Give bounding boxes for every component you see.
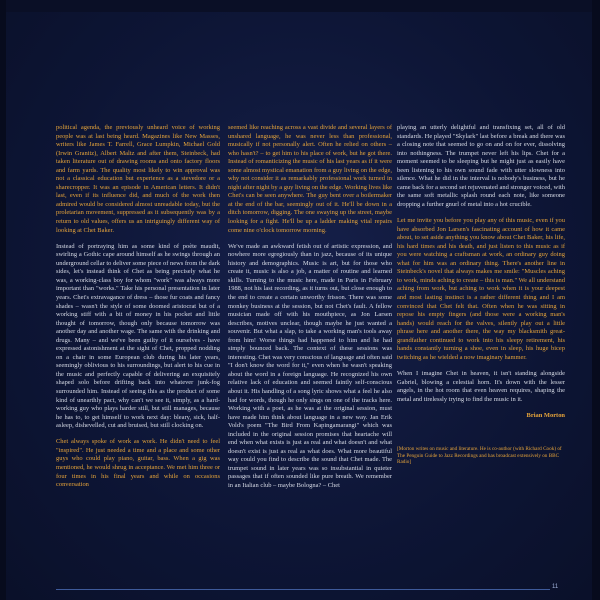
author-signature: Brian Morton <box>526 411 565 419</box>
column1-paragraph-2: Instead of portraying him as some kind of poète maudit, swirling a Gothic cape around himself as he swings through an underground cellar to deliver some piece of news from the dark sides, let's instead think of Chet as being precisely what he was, a working-class boy for whom "work" was always more important than "works." Take his personal presentation in later years. Chet's extravagance of dress – those fur coats and fancy shades – wasn't the style of some doomed aristocrat but of a working stiff with a bit of money in his pocket and little thought of tomorrow, though only because tomorrow was another day and another wage. The same with the drinking and drugs. Many – and we've been guilty of it ourselves - have expressed astonishment at the sight of Chet, propped nodding on a chair in some European club during his later years, seemingly oblivious to his surroundings, but alert to his cue in the music and perfectly capable of delivering an exquisitely shaped solo before drifting back into whatever junk-fog surrounded him. Instead of seeing this as the product of some kind of unearthly pact, why can't we see it, simply, as a hard-working guy who plays harder still, but still manages, because he has to, to get himself to work next day: bleary, sick, half-asleep, dishevelled, cut and bruised, but still clocking on. <box>56 242 220 430</box>
top-edge-shadow <box>0 0 600 12</box>
author-note: [Morton writes on music and literature. He is co-author (with Richard Cook) of The Penguin Guide to Jazz Recordings and has broadcast extensively on BBC Radio] <box>397 446 562 466</box>
column3-paragraph-1: playing an utterly delightful and transfixing set, all of old standards. He played "Skylark" last before a break and there was a closing note that seemed to go on and on for ever, dissolving into nothingness. The trumpet never left his lips. Chet for a moment seemed to be sleeping but he might just as easily have been listening to his own sound fade with utter slowness into silence. What he did in the interval is nobody's business, but he came back for a second set rejuvenated and stronger voiced, with the same soft metallic splash round each note, like someone dropping a further gnurl of metal into a hot crucible. <box>397 124 565 208</box>
text-column-1 <box>56 124 220 497</box>
column3-paragraph-2: Let me invite you before you play any of this music, even if you have absorbed Jon Larsen's fascinating account of how it came about, to set aside anything you know about Chet Baker, his life, his hard times and his death, and just listen to this music as if you were watching a craftsman at work, an ordinary guy doing what for him was an ordinary thing. There's another line in Steinbeck's novel that always makes me smile: "Muscles aching to work, minds aching to create – this is man." We all understand aching from work, but aching to work when it is your deepest and most lasting instinct is a rather different thing and I am convinced that Chet felt that. Often when he was sitting in repose his empty fingers (and those were a working man's hands) would reach for the valves, silently play out a little phrase here and another there, the way my blacksmith great-grandfather continued to work into his sleepy retirement, his hands constantly turning a shoe, even in sleep, his huge bicep twitching as he wielded a now imaginary hammer. <box>397 217 565 361</box>
footer-rule <box>56 589 550 590</box>
column2-paragraph-1: seemed like reaching across a vast divide and several layers of unshared language, he was never less than professional, musically if not personally alert. Often he relied on others – who hasn't? – to get him to his place of work, but he got there. Instead of romanticizing the music of his last years as if it were some almost mystical emanation from a guy living on the edge, why not consider it as remarkably professional work turned in night after night by a guy living on the edge. Working lives like Chet's can be seen anywhere. The guy bent over a boilermaker at the end of the bar, seemingly out of it. He'll be down in a ditch tomorrow, digging. The one swaying up the street, maybe looking for a fight. He'll be up a ladder making vital repairs come nine o'clock tomorrow morning. <box>228 124 392 234</box>
page-number: 11 <box>552 584 559 590</box>
left-edge-shadow <box>0 0 6 600</box>
column1-paragraph-3: Chet always spoke of work as work. He didn't need to feel "inspired". He just needed a time and a place and some other guys who could play piano, guitar, bass. When a gig was mentioned, he would shrug in acceptance. We met him three or four times in his final years and while on occasions conversation <box>56 438 220 489</box>
column3-paragraph-3: When I imagine Chet in heaven, it isn't standing alongside Gabriel, blowing a celestial horn. It's down with the lesser angels, in the hot room that even heaven requires, shaping the metal and tirelessly trying to find the music in it. <box>397 369 565 403</box>
right-edge-shadow <box>592 0 600 600</box>
text-column-3 <box>397 124 565 474</box>
text-column-2 <box>228 124 392 498</box>
column2-paragraph-2: We've made an awkward fetish out of artistic expression, and nowhere more egregiously than in jazz, because of its unique history and demographics. Music is art, but for those who create it, music is also a job, a matter of routine and learned skills. Turning to the music here, made in Paris in February 1988, not his last recording, as it turns out, but close enough to the end to create a certain unworthy frisson. There was some monkey business at the session, but not Chet's fault. A fellow musician made off with his mouthpiece, as Jon Larsen describes, motives unclear, though maybe he just wanted a souvenir. But what a slap, to take a working man's tools away from him! Worse things had happened to him and he had simply bounced back. The context of these sessions was interesting. Chet was very conscious of language and often said "I don't know the word for it," even when he wasn't speaking about the word in a foreign language. He recognized his own relative lack of education and seemed faintly self-conscious about it. His handling of a song lyric shows what a feel he also had for words, though he only sings on one of the tracks here. Working with a poet, as he was at the original session, must have made him think about language in a new way. Jan Erik Vold's poem "The Bird From Kapingamarangi" which was included in the original session promises that heartache will end when what exists is just as real and what doesn't and what doesn't exist is just as real as what does. What more beautiful way could you find to describe the sound that Chet made. The trumpet sound in later years was so insubstantial in quieter passages that if often sounded like pure breath. We remember in an Italian club – maybe Bologna? – Chet <box>228 242 392 490</box>
column1-paragraph-1: political agenda, the previously unheard voice of working people was at last being heard. Magazines like New Masses, writers like James T. Farrell, Grace Lumpkin, Michael Gold (Irwin Granitz), Albert Maltz and after them, Steinbeck, had taken literature out of drawing rooms and onto factory floors and farm yards. The quality most likely to win approval was not a classical education but experience as a stevedore or a sharecropper. It was an episode in American letters. It didn't last, even if its influence did, and much of the work then admired would be considered almost unreadable today, but the proletarian movement, suppressed as it subsequently was by a return to old values, offers us an intriguingly different way of looking at Chet Baker. <box>56 124 220 234</box>
